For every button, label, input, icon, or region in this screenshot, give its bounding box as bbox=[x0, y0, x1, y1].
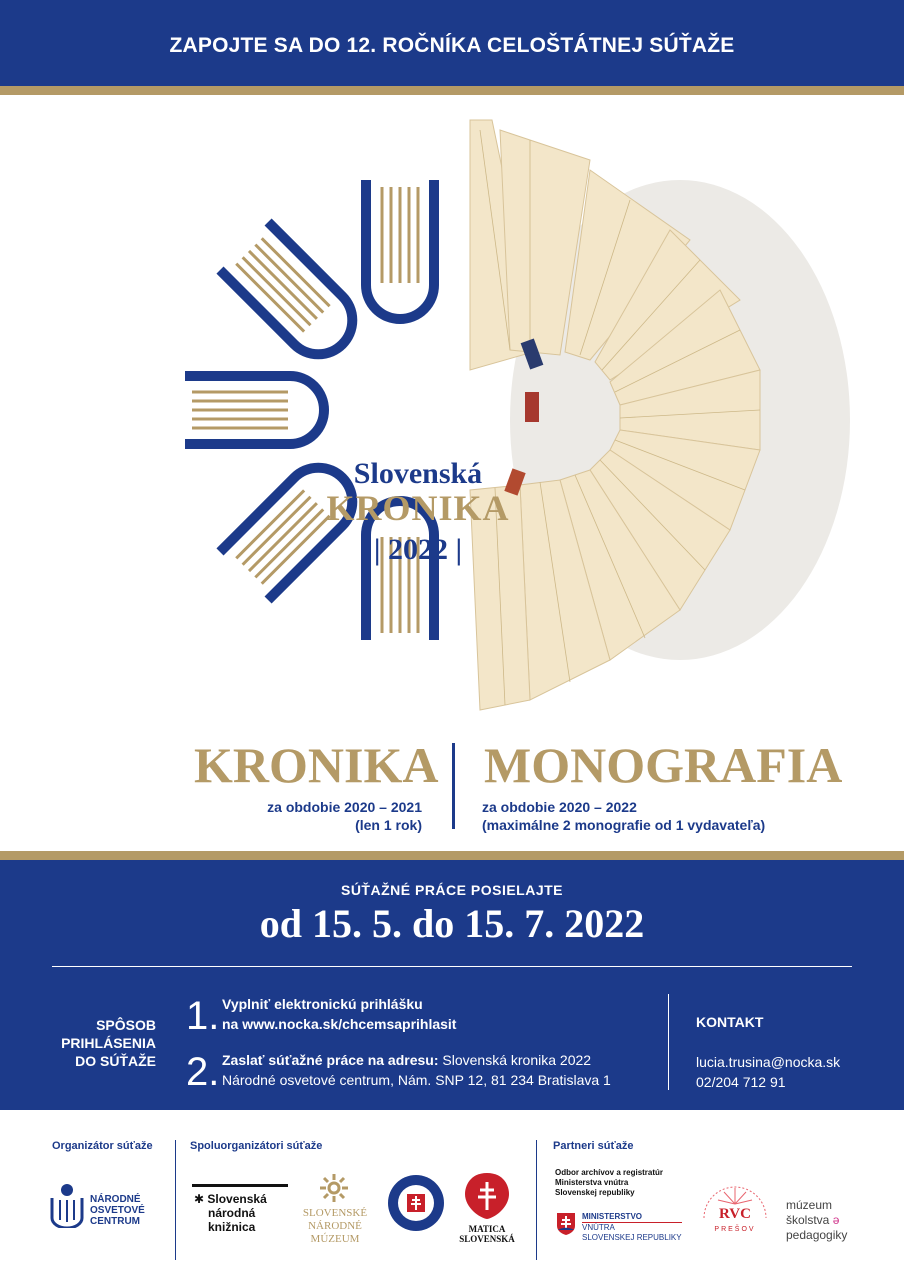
contact-label: KONTAKT bbox=[696, 1014, 764, 1030]
slovak-coat-of-arms-icon bbox=[556, 1212, 576, 1236]
section-divider bbox=[52, 966, 852, 967]
step-1-text bbox=[222, 994, 456, 1034]
step-2-line-1-rest: Slovenská kronika 2022 bbox=[438, 1052, 592, 1068]
step-1-line-2: na www.nocka.sk/chcemsaprihlasit bbox=[222, 1016, 457, 1032]
odbor-line-2: Ministerstva vnútra bbox=[555, 1178, 629, 1187]
category-kronika-period: za obdobie 2020 – 2021 bbox=[267, 799, 422, 815]
category-kronika-note: (len 1 rok) bbox=[355, 817, 422, 833]
category-monografia-title: MONOGRAFIA bbox=[484, 737, 843, 793]
partners-label: Partneri súťaže bbox=[553, 1140, 634, 1152]
noc-logo-text bbox=[90, 1194, 145, 1227]
noc-line-2: OSVETOVÉ bbox=[90, 1205, 145, 1216]
odbor-line-3: Slovenskej republiky bbox=[555, 1188, 635, 1197]
method-label-line-2: PRIHLÁSENIA bbox=[61, 1035, 156, 1051]
contact-email[interactable]: lucia.trusina@nocka.sk bbox=[696, 1054, 841, 1070]
submission-dates: od 15. 5. do 15. 7. 2022 bbox=[259, 901, 645, 946]
snm-logo-text bbox=[296, 1207, 374, 1246]
odbor-archivov-text bbox=[555, 1168, 663, 1198]
snk-logo-text: ✱ Slovenská národná knižnica bbox=[194, 1192, 267, 1234]
gold-band-middle bbox=[0, 851, 904, 860]
footer-separator bbox=[536, 1140, 537, 1260]
museum-logo-text bbox=[786, 1198, 847, 1243]
rvc-city: PREŠOV bbox=[714, 1226, 756, 1233]
step-1-number: 1. bbox=[186, 994, 220, 1038]
books-graphic bbox=[0, 95, 904, 755]
category-monografia-note: (maximálne 2 monografie od 1 vydavateľa) bbox=[482, 817, 766, 833]
footer-separator bbox=[175, 1140, 176, 1260]
odbor-line-1: Odbor archívov a registratúr bbox=[555, 1168, 664, 1177]
ministry-line-3: SLOVENSKEJ REPUBLIKY bbox=[582, 1233, 682, 1242]
submission-label: SÚŤAŽNÉ PRÁCE POSIELAJTE bbox=[340, 882, 564, 898]
logo-book-left bbox=[185, 376, 324, 444]
ministry-line-1: MINISTERSTVO bbox=[582, 1212, 682, 1223]
snk-line-3: knižnica bbox=[208, 1220, 256, 1234]
contact-divider bbox=[668, 994, 669, 1090]
museum-accent-icon: ə bbox=[832, 1213, 840, 1227]
logo-wordmark bbox=[318, 457, 518, 567]
book-spine bbox=[525, 392, 539, 422]
submission-section bbox=[0, 860, 904, 1110]
category-divider bbox=[452, 743, 455, 829]
matica-logo-text bbox=[452, 1224, 522, 1244]
logo-line-3: | 2022 | bbox=[373, 533, 463, 566]
matica-line-1: MATICA bbox=[468, 1224, 506, 1234]
snm-line-1: SLOVENSKÉ bbox=[302, 1207, 368, 1219]
matica-logo-icon bbox=[464, 1172, 510, 1220]
footer-logos bbox=[0, 1110, 904, 1280]
step-2-line-1-bold: Zaslať súťažné práce na adresu: bbox=[222, 1052, 439, 1068]
gold-band-top bbox=[0, 86, 904, 95]
category-monografia-details bbox=[482, 798, 882, 834]
logo-book-top bbox=[366, 180, 434, 319]
snm-line-3: MÚZEUM bbox=[310, 1233, 360, 1245]
museum-line-2: školstva bbox=[786, 1213, 830, 1227]
noc-line-1: NÁRODNÉ bbox=[90, 1194, 141, 1205]
ministry-line-2: VNÚTRA bbox=[582, 1223, 615, 1232]
method-label-line-3: DO SÚŤAŽE bbox=[75, 1053, 156, 1069]
snk-bar bbox=[192, 1184, 288, 1187]
contact-phone[interactable]: 02/204 712 91 bbox=[696, 1074, 786, 1090]
organizer-label: Organizátor súťaže bbox=[52, 1140, 153, 1152]
museum-line-3: pedagogiky bbox=[786, 1228, 848, 1242]
category-monografia-period: za obdobie 2020 – 2022 bbox=[482, 799, 637, 815]
matica-line-2: SLOVENSKÁ bbox=[459, 1234, 515, 1244]
snk-line-1: Slovenská bbox=[207, 1192, 267, 1206]
snk-line-2: národná bbox=[208, 1206, 256, 1220]
method-label-line-1: SPÔSOB bbox=[96, 1017, 156, 1033]
museum-line-1: múzeum bbox=[786, 1198, 833, 1212]
hero-illustration bbox=[0, 95, 904, 755]
logo-line-2: KRONIKA bbox=[326, 488, 510, 528]
logo-book-upper-left bbox=[220, 222, 366, 368]
category-kronika-details bbox=[230, 798, 422, 834]
banner-title: ZAPOJTE SA DO 12. ROČNÍKA CELOŠTÁTNEJ SÚŤAŽE bbox=[169, 34, 735, 57]
ministry-logo-text bbox=[582, 1212, 682, 1243]
top-banner bbox=[0, 0, 904, 86]
coorganizers-label: Spoluorganizátori súťaže bbox=[190, 1140, 323, 1152]
noc-line-3: CENTRUM bbox=[90, 1216, 140, 1227]
snm-line-2: NÁRODNÉ bbox=[308, 1220, 362, 1232]
registration-method-label bbox=[48, 1016, 156, 1070]
step-1-line-1: Vyplniť elektronickú prihlášku bbox=[222, 996, 423, 1012]
step-2-line-2: Národné osvetové centrum, Nám. SNP 12, 81 234 Bratislava 1 bbox=[222, 1072, 611, 1088]
seal-logo-icon bbox=[387, 1174, 445, 1232]
rvc-mark: RVC bbox=[719, 1206, 751, 1222]
snm-star-icon bbox=[318, 1172, 350, 1204]
logo-line-1: Slovenská bbox=[353, 457, 483, 490]
step-2-text bbox=[222, 1050, 662, 1090]
category-kronika-title: KRONIKA bbox=[194, 737, 439, 793]
step-2-number: 2. bbox=[186, 1050, 220, 1094]
noc-logo-icon bbox=[50, 1182, 84, 1228]
